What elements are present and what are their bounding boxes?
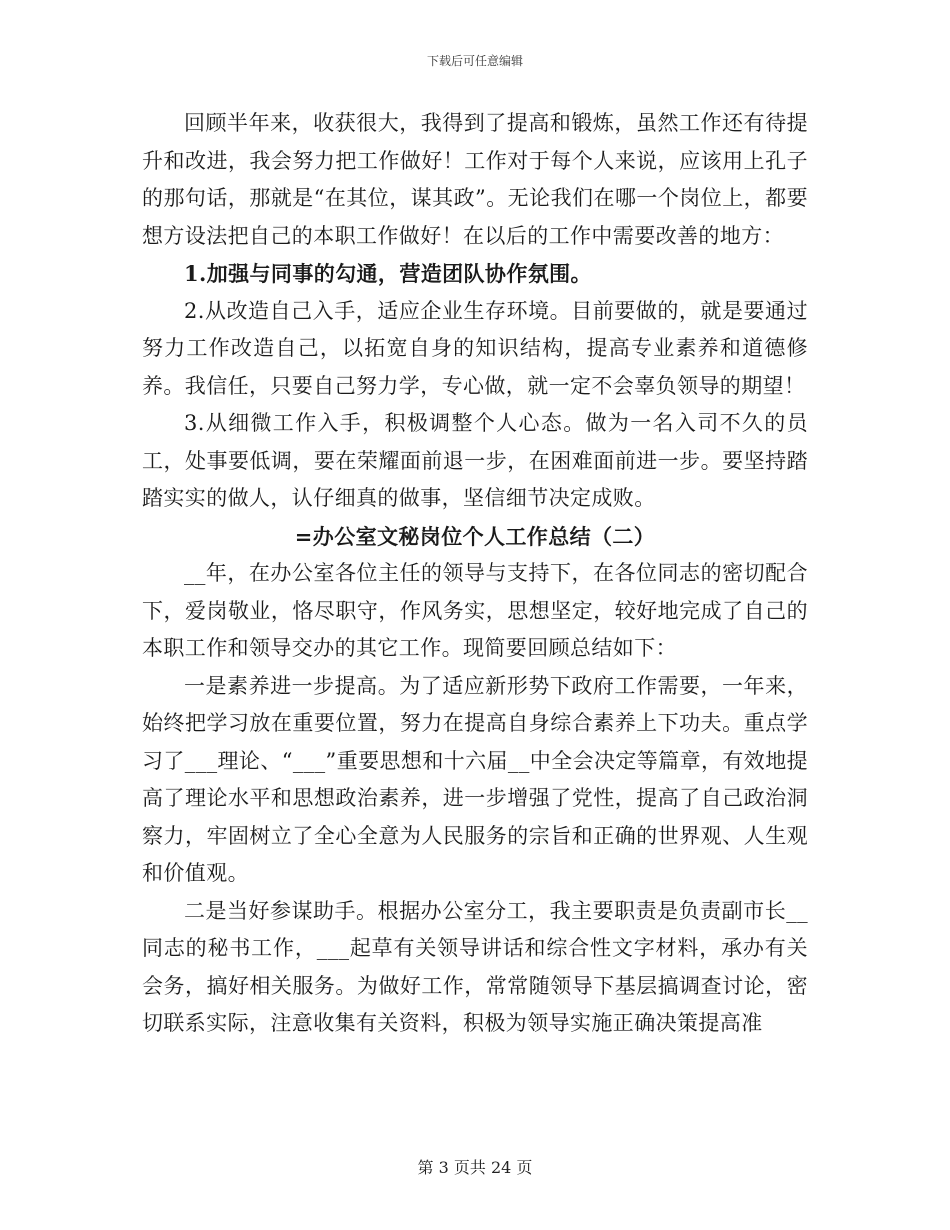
paragraph-item-1: 1.加强与同事的勾通，营造团队协作氛围。 [184,261,592,286]
paragraph-point-2: 二是当好参谋助手。根据办公室分工，我主要职责是负责副市长__同志的秘书工作，___起草有关领导讲话和综合性文字材料，承办有关会务，搞好相关服务。为做好工作，常常随领导下基层搞调查讨论，密切联系实际，注意收集有关资料，积极为领导实施正确决策提高准 [142,898,808,1035]
page-number: 第 3 页共 24 页 [417,1158,533,1177]
paragraph-review: 回顾半年来，收获很大，我得到了提高和锻炼，虽然工作还有待提升和改进，我会努力把工作做好！工作对于每个人来说，应该用上孔子的那句话，那就是“在其位，谋其政”。无论我们在哪一个岗位上，都要想方设法把自己的本职工作做好！在以后的工作中需要改善的地方： [142,111,808,248]
paragraph-intro: __年，在办公室各位主任的领导与支持下，在各位同志的密切配合下，爱岗敬业，恪尽职守，作风务实，思想坚定，较好地完成了自己的本职工作和领导交办的其它工作。现简要回顾总结如下： [142,561,808,660]
paragraph-item-2: 2.从改造自己入手，适应企业生存环境。目前要做的，就是要通过努力工作改造自己，以拓宽自身的知识结构，提高专业素养和道德修养。我信任，只要自己努力学，专心做，就一定不会辜负领导的期望！ [142,298,808,398]
paragraph-point-1: 一是素养进一步提高。为了适应新形势下政府工作需要，一年来，始终把学习放在重要位置，努力在提高自身综合素养上下功夫。重点学习了___理论、“___”重要思想和十六届__中全会决定等篇章，有效地提高了理论水平和思想政治素养，进一步增强了党性，提高了自己政治洞察力，牢固树立了全心全意为人民服务的宗旨和正确的世界观、人生观和价值观。 [142,673,808,885]
page-header-note: 下载后可任意编辑 [426,54,523,68]
section-heading: =办公室文秘岗位个人工作总结（二） [294,523,656,549]
document-body [142,105,808,1043]
paragraph-item-3: 3.从细微工作入手，积极调整个人心态。做为一名入司不久的员工，处事要低调，要在荣耀面前退一步，在困难面前进一步。要坚持踏踏实实的做人，认仔细真的做事，坚信细节决定成败。 [142,411,808,510]
